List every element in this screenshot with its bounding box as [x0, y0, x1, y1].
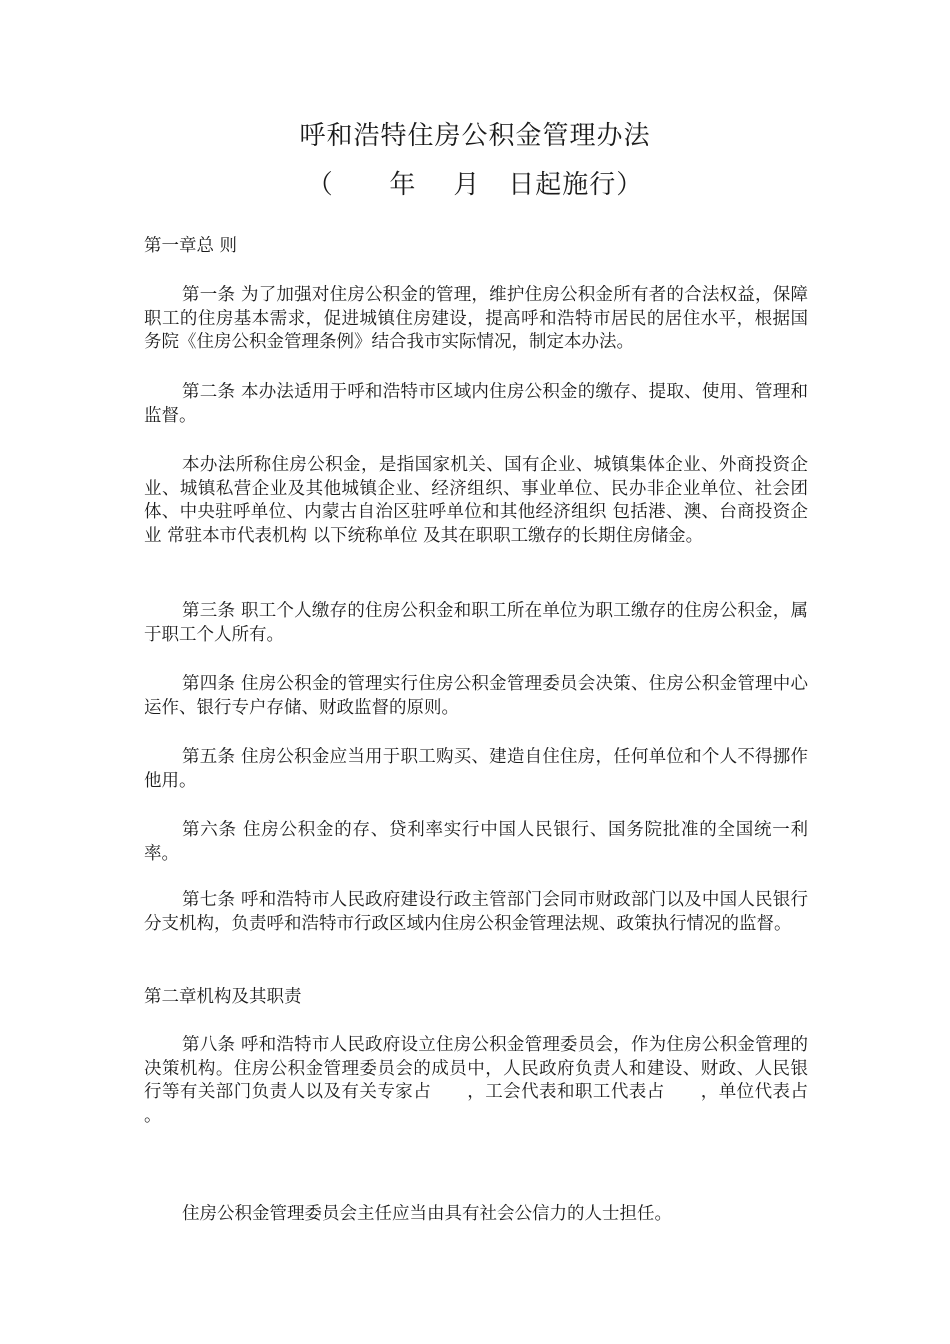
article-4: 第四条 住房公积金的管理实行住房公积金管理委员会决策、住房公积金管理中心运作、银行专户存储、财政监督的原则。: [144, 674, 808, 718]
document-subtitle: （ 年 月 日起施行）: [306, 170, 644, 200]
article-5: 第五条 住房公积金应当用于职工购买、建造自住住房，任何单位和个人不得挪作他用。: [144, 747, 808, 791]
document-title: 呼和浩特住房公积金管理办法: [299, 121, 651, 151]
article-1: 第一条 为了加强对住房公积金的管理，维护住房公积金所有者的合法权益，保障职工的住房基本需求，促进城镇住房建设，提高呼和浩特市居民的居住水平，根据国务院《住房公积金管理条例》结合我市实际情况，制定本办法。: [144, 285, 808, 352]
article-8-paragraph-2: 住房公积金管理委员会主任应当由具有社会公信力的人士担任。: [182, 1204, 672, 1224]
article-8: 第八条 呼和浩特市人民政府设立住房公积金管理委员会，作为住房公积金管理的决策机构。住房公积金管理委员会的成员中，人民政府负责人和建设、财政、人民银行等有关部门负责人以及有关专家占 ，工会代表和职工代表占 ，单位代表占 。: [144, 1035, 842, 1126]
article-2-paragraph-2: 本办法所称住房公积金，是指国家机关、国有企业、城镇集体企业、外商投资企业、城镇私营企业及其他城镇企业、经济组织、事业单位、民办非企业单位、社会团体、中央驻呼单位、内蒙古自治区驻呼单位和其他经济组织 包括港、澳、台商投资企业 常驻本市代表机构 以下统称单位 及其在职职工缴存的长期住房储金。: [144, 455, 808, 546]
article-3: 第三条 职工个人缴存的住房公积金和职工所在单位为职工缴存的住房公积金，属于职工个人所有。: [144, 601, 808, 645]
article-7: 第七条 呼和浩特市人民政府建设行政主管部门会同市财政部门以及中国人民银行分支机构，负责呼和浩特市行政区域内住房公积金管理法规、政策执行情况的监督。: [144, 890, 808, 934]
chapter-2-heading: 第二章机构及其职责: [144, 987, 302, 1007]
article-6: 第六条 住房公积金的存、贷利率实行中国人民银行、国务院批准的全国统一利率。: [144, 820, 808, 864]
article-2: 第二条 本办法适用于呼和浩特市区域内住房公积金的缴存、提取、使用、管理和监督。: [144, 382, 808, 426]
chapter-1-heading: 第一章总 则: [144, 236, 238, 256]
